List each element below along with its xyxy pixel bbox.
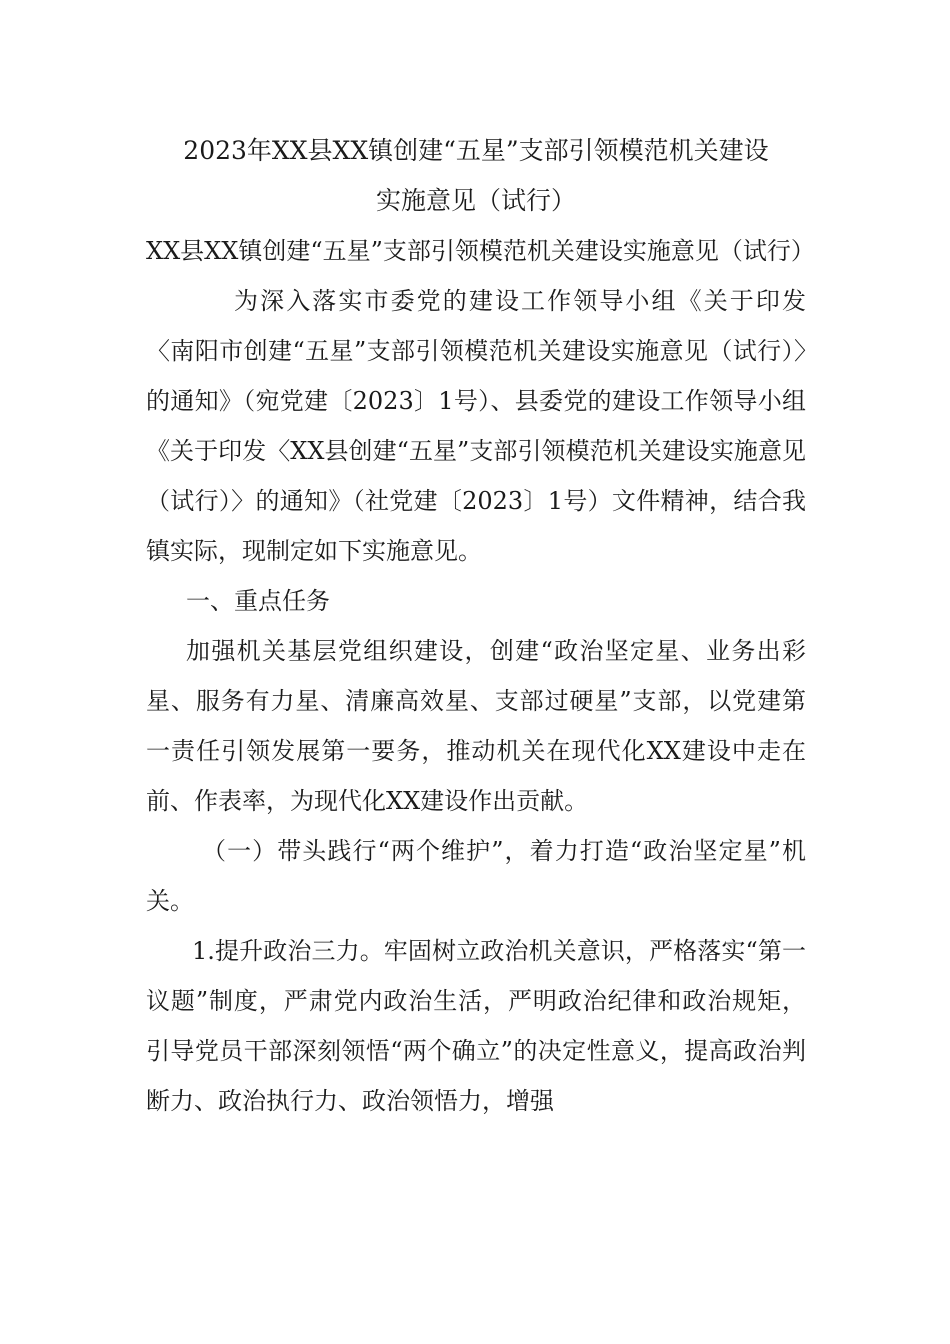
key-tasks-paragraph: 加强机关基层党组织建设，创建“政治坚定星、业务出彩星、服务有力星、清廉高效星、支部过硬星”支部，以党建第一责任引领发展第一要务，推动机关在现代化XX建设中走在前、作表率，为现代化XX建设作出贡献。	[146, 637, 806, 815]
item-1-paragraph: 1.提升政治三力。牢固树立政治机关意识，严格落实“第一议题”制度，严肃党内政治生活，严明政治纪律和政治规矩，引导党员干部深刻领悟“两个确立”的决定性意义，提高政治判断力、政治执行力、政治领悟力，增强	[146, 937, 806, 1115]
subsection-heading-1: （一）带头践行“两个维护”，着力打造“政治坚定星”机关。	[146, 837, 806, 915]
section-heading-key-tasks: 一、重点任务	[186, 587, 330, 615]
document-page	[146, 126, 815, 1126]
intro-paragraph: 为深入落实市委党的建设工作领导小组《关于印发〈南阳市创建“五星”支部引领模范机关建设实施意见（试行）〉的通知》（宛党建〔2023〕1号）、县委党的建设工作领导小组《关于印发〈XX县创建“五星”支部引领模范机关建设实施意见（试行）〉的通知》（社党建〔2023〕1号）文件精神，结合我镇实际，现制定如下实施意见。	[146, 287, 806, 565]
document-subtitle: XX县XX镇创建“五星”支部引领模范机关建设实施意见（试行）	[146, 237, 815, 265]
title-line-1: 2023年XX县XX镇创建“五星”支部引领模范机关建设	[183, 136, 769, 165]
title-line-2: 实施意见（试行）	[375, 186, 576, 215]
document-title	[146, 126, 806, 226]
